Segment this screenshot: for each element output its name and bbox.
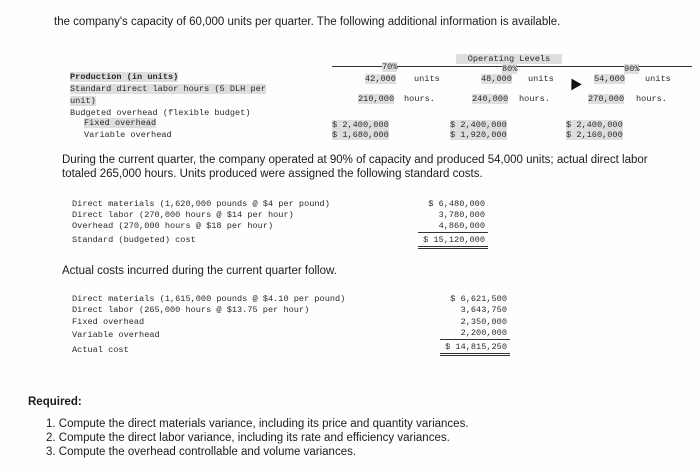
actual-row-label: Fixed overhead	[72, 317, 145, 327]
standard-row-value: 4,860,000	[438, 221, 485, 231]
standard-total-value: $ 15,120,000	[423, 235, 485, 245]
intro-text: the company's capacity of 60,000 units per quarter. The following additional information is available.	[54, 16, 561, 28]
actual-intro-text: Actual costs incurred during the current quarter follow.	[62, 265, 337, 277]
actual-row-value: 2,200,000	[460, 328, 507, 338]
units-80: 48,000	[481, 74, 512, 84]
hours-70: 210,000	[358, 94, 395, 104]
actual-row-label: Direct materials (1,615,000 pounds @ $4.10 per pound)	[72, 294, 346, 304]
hours-80: 240,000	[472, 94, 509, 104]
actual-total-label: Actual cost	[72, 345, 129, 355]
required-item: 3. Compute the overhead controllable and volume variances.	[46, 446, 357, 458]
during-text-line1: During the current quarter, the company operated at 90% of capacity and produced 54,000 units; actual direct labor	[62, 154, 648, 166]
fixed-90: $ 2,400,000	[566, 120, 623, 130]
units-word-70: units	[414, 74, 440, 84]
standard-total-label: Standard (budgeted) cost	[72, 235, 196, 245]
hours-word-70: hours.	[404, 94, 435, 104]
mouse-cursor-icon	[566, 76, 581, 91]
dlh-label-line2: unit)	[70, 96, 96, 106]
fixed-70: $ 2,400,000	[332, 120, 389, 130]
variable-overhead-label: Variable overhead	[84, 130, 172, 140]
level-90: 90%	[624, 64, 640, 74]
hours-90: 270,000	[588, 94, 625, 104]
variable-70: $ 1,680,000	[332, 130, 389, 140]
variable-80: $ 1,920,000	[450, 130, 507, 140]
production-label: Production (in units)	[70, 72, 179, 82]
required-item: 2. Compute the direct labor variance, including its rate and efficiency variances.	[46, 432, 450, 444]
overhead-label: Budgeted overhead (flexible budget)	[70, 108, 251, 118]
during-text-line2: totaled 265,000 hours. Units produced were assigned the following standard costs.	[62, 168, 483, 180]
actual-row-label: Direct labor (265,000 hours @ $13.75 per hour)	[72, 305, 310, 315]
standard-row-label: Direct materials (1,620,000 pounds @ $4 per pound)	[72, 199, 330, 209]
standard-row-value: 3,780,000	[438, 210, 485, 220]
dlh-label-line1: Standard direct labor hours (5 DLH per	[70, 84, 266, 94]
variable-90: $ 2,160,000	[566, 130, 623, 140]
units-word-80: units	[528, 74, 554, 84]
required-item: 1. Compute the direct materials variance, including its price and quantity variances.	[46, 418, 469, 430]
actual-row-value: 2,350,000	[460, 317, 507, 327]
units-70: 42,000	[365, 74, 396, 84]
hours-word-90: hours.	[636, 94, 667, 104]
actual-row-value: $ 6,621,500	[450, 294, 507, 304]
fixed-overhead-label: Fixed overhead	[84, 118, 157, 128]
actual-total-value: $ 14,815,250	[445, 342, 507, 352]
units-word-90: units	[645, 74, 671, 84]
standard-row-label: Direct labor (270,000 hours @ $14 per hour)	[72, 210, 294, 220]
units-90: 54,000	[594, 74, 625, 84]
level-70: 70%	[382, 62, 398, 72]
hours-word-80: hours.	[519, 94, 550, 104]
level-80: 80%	[502, 64, 518, 74]
required-heading: Required:	[28, 396, 82, 408]
actual-row-label: Variable overhead	[72, 330, 160, 340]
standard-row-label: Overhead (270,000 hours @ $18 per hour)	[72, 221, 274, 231]
standard-row-value: $ 6,480,000	[428, 199, 485, 209]
fixed-80: $ 2,400,000	[450, 120, 507, 130]
actual-row-value: 3,643,750	[460, 305, 507, 315]
operating-levels-header: Operating Levels	[456, 54, 562, 64]
